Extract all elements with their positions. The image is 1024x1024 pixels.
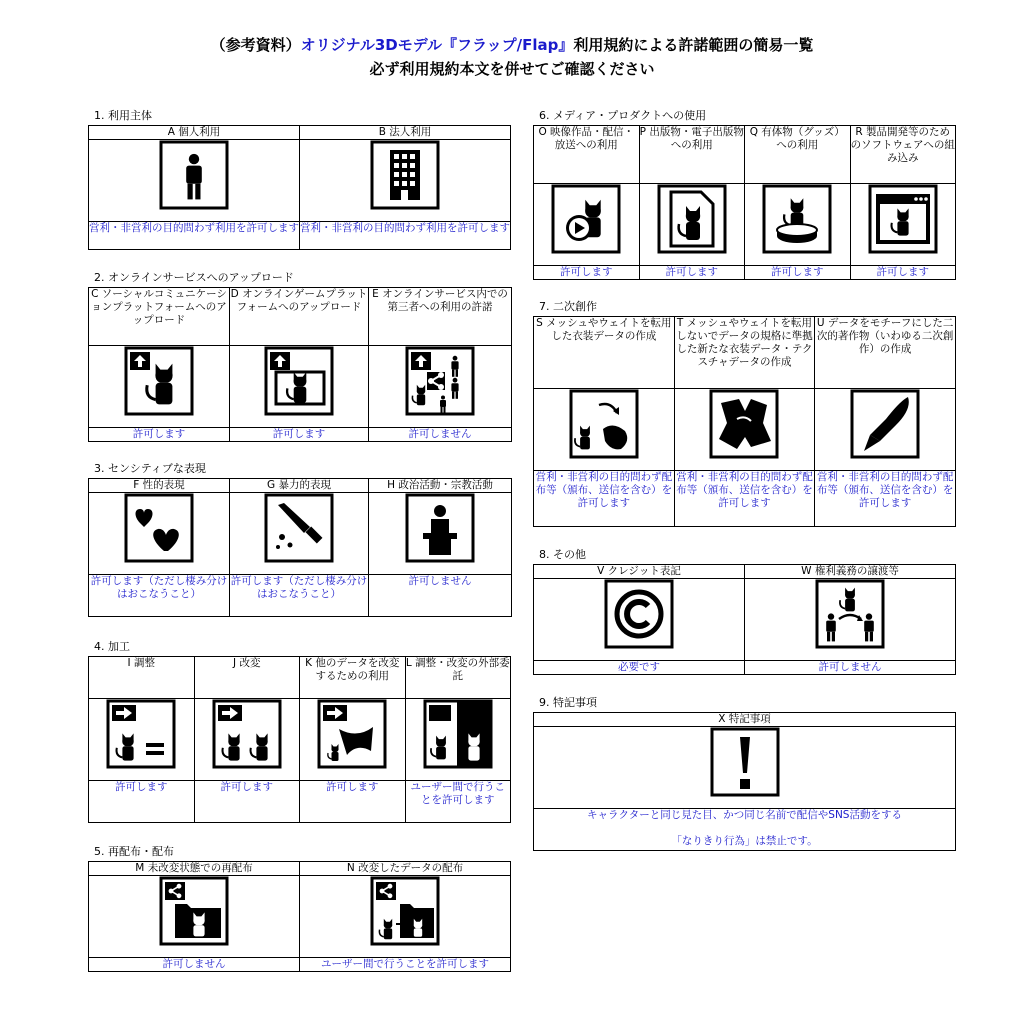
special-notes-line1: キャラクターと同じ見た目、かつ同じ名前で配信やSNS活動をする xyxy=(587,809,902,821)
costume-icon xyxy=(709,389,779,459)
rights-transfer-value: 許可しません xyxy=(745,661,956,675)
header-redistribute: M 未改変状態での再配布 xyxy=(89,862,300,876)
credit-value: 必要です xyxy=(534,661,745,675)
sensitive-table xyxy=(88,478,512,617)
media-products-table xyxy=(533,125,956,280)
knife-icon xyxy=(264,493,334,563)
outsource-icon xyxy=(423,699,493,769)
header-use-other: K 他のデータを改変するための利用 xyxy=(300,657,406,699)
header-third-party-license: E オンラインサービス内での第三者への利用の許諾 xyxy=(369,288,512,346)
personal-use-value: 営利・非営利の目的問わず利用を許可します xyxy=(89,222,300,250)
usage-subject-table xyxy=(88,125,511,250)
header-violent: G 暴力的表現 xyxy=(230,479,369,493)
header-new-costume: T メッシュやウェイトを転用しないでデータの規格に準拠した新たな衣装データ・テクスチャデータの作成 xyxy=(674,317,815,389)
use-other-data-icon xyxy=(317,699,387,769)
other-table xyxy=(533,564,956,675)
adjust-value: 許可します xyxy=(89,781,195,823)
header-software: R 製品開発等のためのソフトウェアへの組み込み xyxy=(850,126,956,184)
software-window-icon xyxy=(868,184,938,254)
hearts-icon xyxy=(124,493,194,563)
upload-social-icon xyxy=(124,346,194,416)
use-other-value: 許可します xyxy=(300,781,406,823)
header-sexual: F 性的表現 xyxy=(89,479,230,493)
costume-transfer-icon xyxy=(569,389,639,459)
modify-value: 許可します xyxy=(194,781,300,823)
third-party-license-value: 許可しません xyxy=(369,428,512,442)
header-game-upload: D オンラインゲームプラットフォームへのアップロード xyxy=(230,288,369,346)
section-processing xyxy=(88,640,511,823)
special-notes-table xyxy=(533,712,956,851)
new-costume-value: 営利・非営利の目的問わず配布等（頒布、送信を含む）を許可します xyxy=(674,471,815,527)
section-other xyxy=(533,548,956,675)
title-prefix: （参考資料） xyxy=(210,36,301,54)
title-model-name: オリジナル3Dモデル『フラップ/Flap』 xyxy=(300,36,574,54)
transfer-rights-icon xyxy=(815,579,885,649)
special-notes-value xyxy=(534,809,956,851)
fan-work-value: 営利・非営利の目的問わず配布等（頒布、送信を含む）を許可します xyxy=(815,471,956,527)
page-subtitle: 必ず利用規約本文を併せてご確認ください xyxy=(369,60,655,78)
processing-table xyxy=(88,656,511,823)
distribute-modified-icon xyxy=(370,876,440,946)
adjust-icon xyxy=(106,699,176,769)
share-network-icon xyxy=(405,346,475,416)
goods-value: 許可します xyxy=(745,266,851,280)
building-icon xyxy=(370,140,440,210)
costume-transfer-value: 営利・非営利の目的問わず配布等（頒布、送信を含む）を許可します xyxy=(534,471,675,527)
section-usage-subject xyxy=(88,109,511,250)
corporate-use-value: 営利・非営利の目的問わず利用を許可します xyxy=(300,222,511,250)
header-rights-transfer: W 権利義務の譲渡等 xyxy=(745,565,956,579)
section-distribution xyxy=(88,845,511,972)
section-media-products xyxy=(533,109,956,280)
header-outsource: L 調整・改変の外部委託 xyxy=(405,657,511,699)
redistribute-icon xyxy=(159,876,229,946)
header-special-notes: X 特記事項 xyxy=(534,713,956,727)
section-derivative xyxy=(533,300,956,527)
header-goods: Q 有体物（グッズ）への利用 xyxy=(745,126,851,184)
header-political: H 政治活動・宗教活動 xyxy=(369,479,512,493)
page-title xyxy=(0,34,1024,56)
figure-goods-icon xyxy=(762,184,832,254)
section-title: 6. メディア・プロダクトへの使用 xyxy=(539,109,707,122)
header-fan-work: U データをモチーフにした二次的著作物（いわゆる二次創作）の作成 xyxy=(815,317,956,389)
section-title: 8. その他 xyxy=(539,548,586,561)
publication-value: 許可します xyxy=(639,266,745,280)
derivative-table xyxy=(533,316,956,527)
sexual-value: 許可します（ただし棲み分けはおこなうこと） xyxy=(89,575,230,617)
section-title: 7. 二次創作 xyxy=(539,300,597,313)
distribute-modified-value: ユーザー間で行うことを許可します xyxy=(300,958,511,972)
pen-nib-icon xyxy=(850,389,920,459)
section-title: 3. センシティブな表現 xyxy=(94,462,206,475)
header-publication: P 出版物・電子出版物への利用 xyxy=(639,126,745,184)
online-upload-table xyxy=(88,287,512,442)
section-title: 2. オンラインサービスへのアップロード xyxy=(94,271,294,284)
upload-game-icon xyxy=(264,346,334,416)
header-credit: V クレジット表記 xyxy=(534,565,745,579)
title-suffix: 利用規約による許諾範囲の簡易一覧 xyxy=(573,36,814,54)
section-sensitive xyxy=(88,462,511,617)
violent-value: 許可します（ただし棲み分けはおこなうこと） xyxy=(230,575,369,617)
header-costume-transfer: S メッシュやウェイトを転用した衣装データの作成 xyxy=(534,317,675,389)
redistribute-value: 許可しません xyxy=(89,958,300,972)
section-title: 9. 特記事項 xyxy=(539,696,597,709)
video-play-icon xyxy=(551,184,621,254)
header-social-upload: C ソーシャルコミュニケーションプラットフォームへのアップロード xyxy=(89,288,230,346)
section-title: 1. 利用主体 xyxy=(94,109,152,122)
header-adjust: I 調整 xyxy=(89,657,195,699)
document-icon xyxy=(657,184,727,254)
section-title: 4. 加工 xyxy=(94,640,130,653)
section-title: 5. 再配布・配布 xyxy=(94,845,174,858)
exclamation-icon xyxy=(710,727,780,797)
outsource-value: ユーザー間で行うことを許可します xyxy=(405,781,511,823)
header-modify: J 改変 xyxy=(194,657,300,699)
video-value: 許可します xyxy=(534,266,640,280)
section-special-notes xyxy=(533,696,956,851)
copyright-icon xyxy=(604,579,674,649)
modify-icon xyxy=(212,699,282,769)
game-upload-value: 許可します xyxy=(230,428,369,442)
podium-icon xyxy=(405,493,475,563)
social-upload-value: 許可します xyxy=(89,428,230,442)
header-corporate-use: B 法人利用 xyxy=(300,126,511,140)
distribution-table xyxy=(88,861,511,972)
header-distribute-modified: N 改変したデータの配布 xyxy=(300,862,511,876)
software-value: 許可します xyxy=(850,266,956,280)
header-video: O 映像作品・配信・放送への利用 xyxy=(534,126,640,184)
special-notes-line2: 「なりきり行為」は禁止です。 xyxy=(671,835,818,847)
person-icon xyxy=(159,140,229,210)
section-online-upload xyxy=(88,271,511,442)
political-value: 許可しません xyxy=(369,575,512,617)
header-personal-use: A 個人利用 xyxy=(89,126,300,140)
